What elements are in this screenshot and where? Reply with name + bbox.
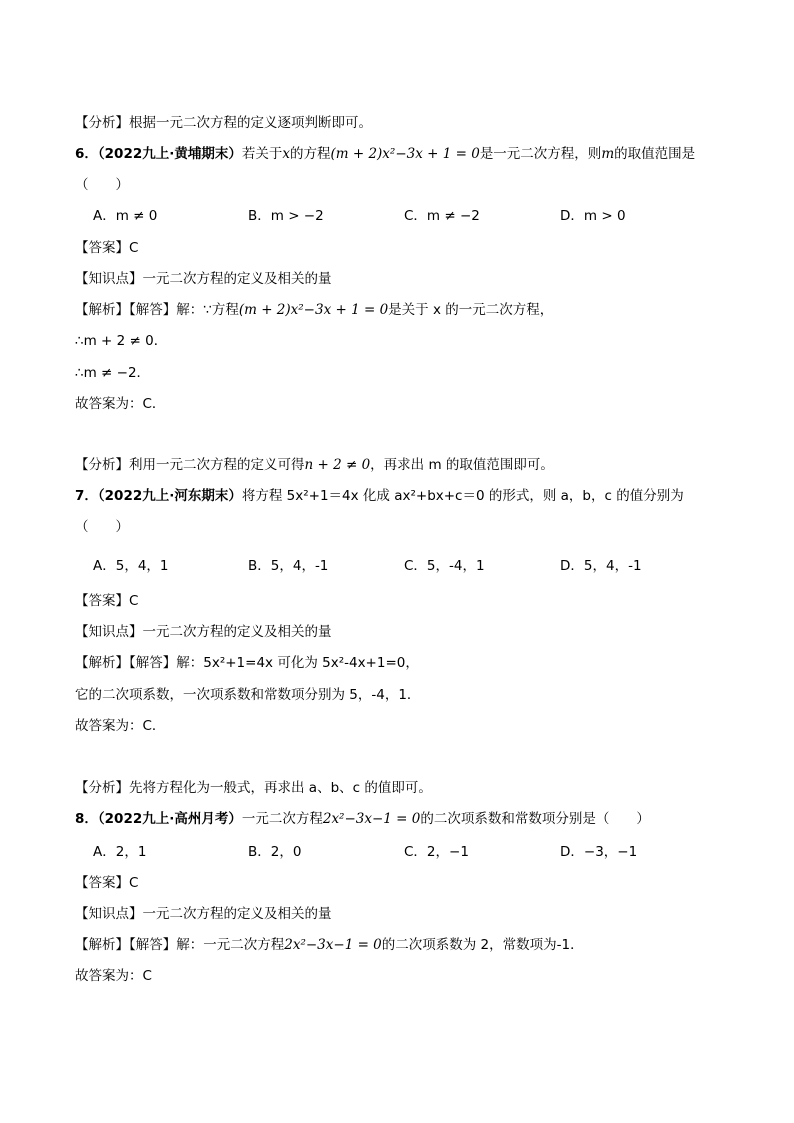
solution-text: 【解析】【解答】解：∵方程 bbox=[75, 302, 239, 318]
stem-text: 是一元二次方程，则 bbox=[479, 146, 602, 162]
equation: (m + 2)x²−3x + 1 = 0 bbox=[330, 146, 480, 162]
question-source: （2022九上·黄埔期末） bbox=[97, 146, 242, 162]
option-c: C．5，-4，1 bbox=[404, 558, 485, 574]
solution bbox=[75, 936, 584, 954]
knowledge-point: 【知识点】一元二次方程的定义及相关的量 bbox=[75, 271, 332, 287]
question-source: （2022九上·高州月考） bbox=[97, 811, 242, 827]
option-c: C．m ≠ −2 bbox=[404, 208, 480, 224]
math-var: m bbox=[601, 146, 615, 162]
solution-text: 是关于 x 的一元二次方程， bbox=[388, 302, 554, 318]
option-b: B．5，4，-1 bbox=[248, 558, 329, 574]
option-a: A．m ≠ 0 bbox=[93, 208, 158, 224]
conclusion: 故答案为：C． bbox=[75, 396, 166, 412]
conclusion: 故答案为：C． bbox=[75, 718, 166, 734]
option-b: B．2，0 bbox=[248, 844, 302, 860]
solution-text: 【解析】【解答】解：一元二次方程 bbox=[75, 937, 285, 953]
knowledge-point: 【知识点】一元二次方程的定义及相关的量 bbox=[75, 906, 332, 922]
stem-text: 将方程 5x²+1＝4x 化成 ax²+bx+c＝0 的形式，则 a，b，c 的值分别为 bbox=[241, 488, 684, 504]
question-source: （2022九上·河东期末） bbox=[97, 488, 242, 504]
equation: 2x²−3x−1 = 0 bbox=[322, 811, 421, 827]
question-6-stem bbox=[75, 145, 695, 163]
option-b: B．m > −2 bbox=[248, 208, 324, 224]
option-a: A．2，1 bbox=[93, 844, 147, 860]
question-number: 7． bbox=[75, 488, 98, 504]
answer: 【答案】C bbox=[75, 593, 139, 609]
solution-step: ∴m + 2 ≠ 0． bbox=[75, 333, 168, 349]
answer-paren: （ ） bbox=[75, 519, 129, 535]
solution: 【解析】【解答】解：5x²+1=4x 可化为 5x²-4x+1=0， bbox=[75, 655, 419, 671]
equation: (m + 2)x²−3x + 1 = 0 bbox=[238, 302, 389, 318]
option-d: D．m > 0 bbox=[560, 208, 626, 224]
question-number: 8． bbox=[75, 811, 98, 827]
question-8-stem bbox=[75, 810, 650, 828]
answer: 【答案】C bbox=[75, 875, 139, 891]
solution-text: 的二次项系数为 2，常数项为-1． bbox=[381, 937, 584, 953]
stem-text: 的方程 bbox=[289, 146, 331, 162]
conclusion: 故答案为：C bbox=[75, 968, 152, 984]
solution-step: ∴m ≠ −2． bbox=[75, 365, 151, 381]
stem-text: 一元二次方程 bbox=[241, 811, 323, 827]
analysis: 【分析】先将方程化为一般式，再求出 a、b、c 的值即可。 bbox=[75, 780, 432, 796]
analysis bbox=[75, 456, 554, 474]
analysis-text: 【分析】利用一元二次方程的定义可得 bbox=[75, 457, 305, 473]
stem-text: 若关于 bbox=[241, 146, 283, 162]
option-d: D．−3，−1 bbox=[560, 844, 638, 860]
prev-analysis: 【分析】根据一元二次方程的定义逐项判断即可。 bbox=[75, 115, 372, 131]
solution bbox=[75, 301, 553, 319]
stem-text: 的二次项系数和常数项分别是（ ） bbox=[420, 811, 650, 827]
stem-text: 的取值范围是 bbox=[614, 146, 696, 162]
equation: 2x²−3x−1 = 0 bbox=[284, 937, 382, 953]
option-c: C．2，−1 bbox=[404, 844, 469, 860]
math-var: x bbox=[282, 146, 290, 162]
answer: 【答案】C bbox=[75, 240, 139, 256]
question-7-stem bbox=[75, 487, 684, 505]
equation: n + 2 ≠ 0 bbox=[304, 457, 371, 473]
knowledge-point: 【知识点】一元二次方程的定义及相关的量 bbox=[75, 624, 332, 640]
analysis-text: ，再求出 m 的取值范围即可。 bbox=[370, 457, 554, 473]
question-number: 6． bbox=[75, 146, 98, 162]
option-a: A．5，4，1 bbox=[93, 558, 169, 574]
answer-paren: （ ） bbox=[75, 177, 129, 193]
option-d: D．5，4，-1 bbox=[560, 558, 642, 574]
solution-step: 它的二次项系数，一次项系数和常数项分别为 5，-4，1． bbox=[75, 687, 421, 703]
